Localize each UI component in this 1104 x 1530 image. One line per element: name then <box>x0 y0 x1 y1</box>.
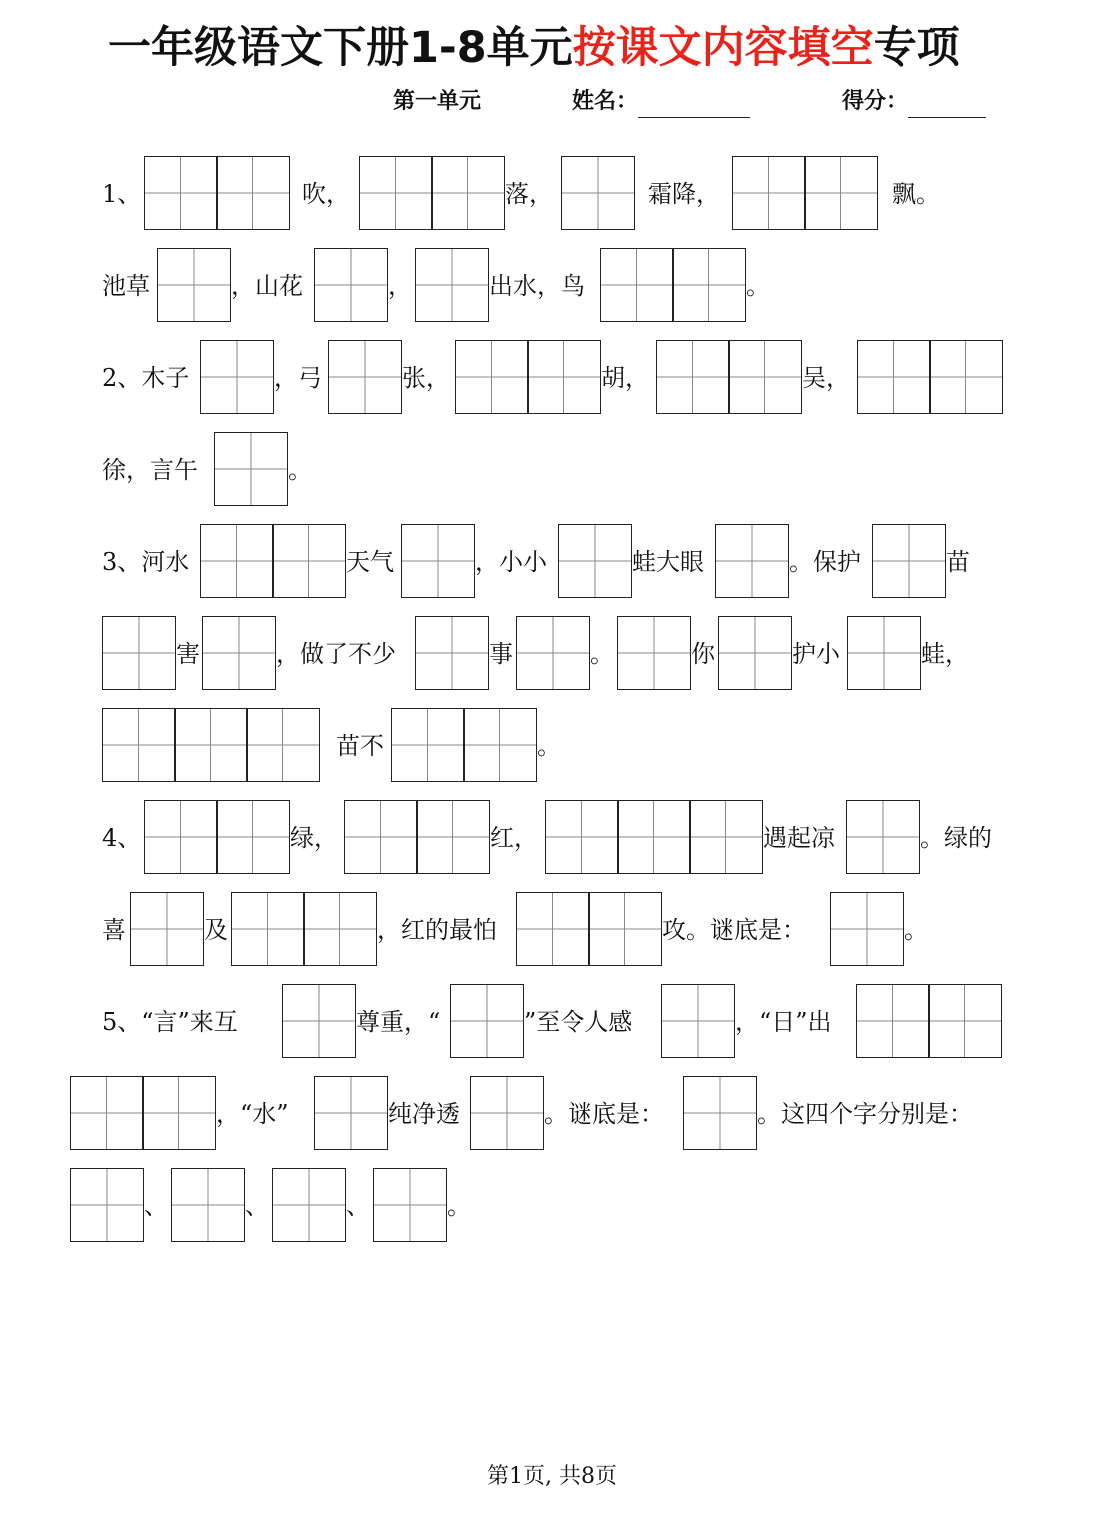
text: 吴， <box>802 364 850 392</box>
text: 。 <box>447 1192 471 1220</box>
q4-line-2 <box>0 892 1104 968</box>
answer-grid[interactable] <box>344 800 490 874</box>
q1-line-2 <box>0 248 1104 324</box>
answer-grid[interactable] <box>157 248 231 322</box>
answer-grid[interactable] <box>732 156 878 230</box>
answer-grid[interactable] <box>373 1168 447 1242</box>
q5-line-3 <box>0 1168 1104 1244</box>
answer-grid[interactable] <box>102 616 176 690</box>
answer-grid[interactable] <box>328 340 402 414</box>
q3-line-3 <box>0 708 1104 784</box>
text: ，红的最怕 <box>377 916 497 944</box>
text: 3、河水 <box>102 548 190 576</box>
text: 。谜底是： <box>544 1100 664 1128</box>
answer-grid[interactable] <box>202 616 276 690</box>
answer-grid[interactable] <box>857 340 1003 414</box>
answer-grid[interactable] <box>214 432 288 506</box>
text: 落， <box>505 180 553 208</box>
text: 。保护 <box>789 548 861 576</box>
text: 飘。 <box>892 180 940 208</box>
text: 蛙大眼 <box>632 548 704 576</box>
text: 、 <box>144 1192 168 1220</box>
score-blank[interactable] <box>908 93 986 118</box>
answer-grid[interactable] <box>856 984 1002 1058</box>
answer-grid[interactable] <box>391 708 537 782</box>
unit-label: 第一单元 <box>393 89 482 114</box>
answer-grid[interactable] <box>661 984 735 1058</box>
text: ，“日”出 <box>735 1008 832 1036</box>
text: 张， <box>402 364 450 392</box>
text: 。这四个字分别是： <box>757 1100 973 1128</box>
page-footer: 第1页, 共8页 <box>487 1464 617 1489</box>
text: ，山花 <box>231 272 303 300</box>
text: ， <box>388 272 412 300</box>
answer-grid[interactable] <box>600 248 746 322</box>
answer-grid[interactable] <box>359 156 505 230</box>
answer-grid[interactable] <box>102 708 320 782</box>
answer-grid[interactable] <box>314 248 388 322</box>
name-field[interactable] <box>572 86 750 118</box>
answer-grid[interactable] <box>561 156 635 230</box>
answer-grid[interactable] <box>545 800 763 874</box>
text: 绿， <box>290 824 338 852</box>
text: ，弓 <box>274 364 322 392</box>
answer-grid[interactable] <box>450 984 524 1058</box>
answer-grid[interactable] <box>516 616 590 690</box>
answer-grid[interactable] <box>872 524 946 598</box>
page-title <box>108 18 1068 78</box>
text: 事 <box>489 640 513 668</box>
text: 。 <box>590 640 614 668</box>
text: 霜降， <box>648 180 720 208</box>
text: 胡， <box>601 364 649 392</box>
answer-grid[interactable] <box>415 248 489 322</box>
answer-grid[interactable] <box>231 892 377 966</box>
answer-grid[interactable] <box>401 524 475 598</box>
text: 蛙， <box>921 640 969 668</box>
q2-line-2 <box>0 432 1104 508</box>
question-number: 4、 <box>102 824 142 852</box>
text: ”至令人感 <box>524 1008 633 1036</box>
text: 。 <box>288 456 312 484</box>
text: 。 <box>537 732 561 760</box>
answer-grid[interactable] <box>455 340 601 414</box>
name-blank[interactable] <box>638 93 750 118</box>
text: 。绿的 <box>920 824 992 852</box>
text: ，“水” <box>216 1100 289 1128</box>
text: 、 <box>346 1192 370 1220</box>
text: 吹， <box>302 180 350 208</box>
q3-line-2 <box>0 616 1104 692</box>
answer-grid[interactable] <box>130 892 204 966</box>
text: 攻。谜底是： <box>662 916 806 944</box>
answer-grid[interactable] <box>718 616 792 690</box>
text: 遇起凉 <box>763 824 835 852</box>
title-part-1: 一年级语文下册1-8单元 <box>108 23 573 73</box>
q5-line-2 <box>0 1076 1104 1152</box>
text: 护小 <box>792 640 840 668</box>
answer-grid[interactable] <box>314 1076 388 1150</box>
text: 你 <box>691 640 715 668</box>
answer-grid[interactable] <box>516 892 662 966</box>
answer-grid[interactable] <box>272 1168 346 1242</box>
text: 出水，鸟 <box>489 272 585 300</box>
answer-grid[interactable] <box>470 1076 544 1150</box>
q3-line-1 <box>0 524 1104 600</box>
answer-grid[interactable] <box>282 984 356 1058</box>
answer-grid[interactable] <box>144 156 290 230</box>
text: ，小小 <box>475 548 547 576</box>
text: 5、“言”来互 <box>102 1008 238 1036</box>
answer-grid[interactable] <box>70 1168 144 1242</box>
answer-grid[interactable] <box>200 524 346 598</box>
answer-grid[interactable] <box>656 340 802 414</box>
text: 2、木子 <box>102 364 190 392</box>
title-part-highlight: 按课文内容填空 <box>572 23 874 73</box>
text: ，做了不少 <box>276 640 396 668</box>
text: 害 <box>176 640 200 668</box>
text: 及 <box>204 916 228 944</box>
text: 喜 <box>102 916 126 944</box>
q5-line-1 <box>0 984 1104 1060</box>
answer-grid[interactable] <box>847 616 921 690</box>
answer-grid[interactable] <box>830 892 904 966</box>
text: 、 <box>245 1192 269 1220</box>
text: 。 <box>746 272 770 300</box>
answer-grid[interactable] <box>144 800 290 874</box>
text: 纯净透 <box>388 1100 460 1128</box>
answer-grid[interactable] <box>171 1168 245 1242</box>
q1-line-1 <box>0 156 1104 232</box>
answer-grid[interactable] <box>683 1076 757 1150</box>
answer-grid[interactable] <box>715 524 789 598</box>
text: 徐，言午 <box>102 456 198 484</box>
title-part-3: 专项 <box>873 23 960 73</box>
text: 苗 <box>946 548 970 576</box>
text: 尊重，“ <box>356 1008 441 1036</box>
text: 苗不 <box>336 732 384 760</box>
answer-grid[interactable] <box>415 616 489 690</box>
answer-grid[interactable] <box>846 800 920 874</box>
text: 池草 <box>102 272 150 300</box>
score-field[interactable] <box>842 86 986 118</box>
text: 红， <box>490 824 538 852</box>
name-label: 姓名： <box>572 89 639 114</box>
q4-line-1 <box>0 800 1104 876</box>
text: 天气 <box>346 548 394 576</box>
score-label: 得分： <box>842 89 909 114</box>
answer-grid[interactable] <box>617 616 691 690</box>
q2-line-1 <box>0 340 1104 416</box>
text: 。 <box>904 916 928 944</box>
answer-grid[interactable] <box>70 1076 216 1150</box>
answer-grid[interactable] <box>200 340 274 414</box>
question-number: 1、 <box>102 180 142 208</box>
answer-grid[interactable] <box>558 524 632 598</box>
